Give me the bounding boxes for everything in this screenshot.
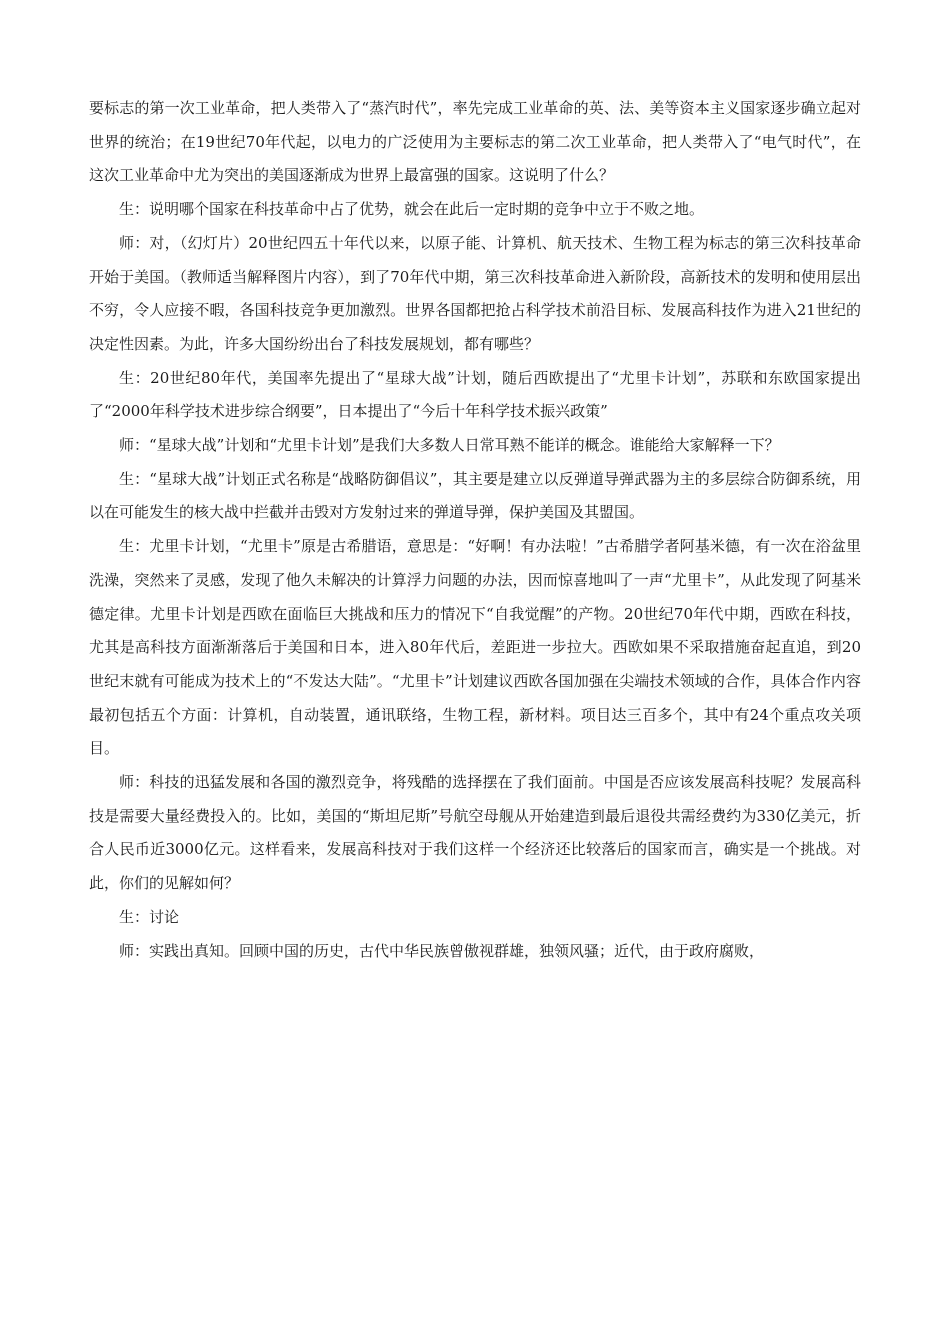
paragraph-student-plans: 生：20世纪80年代，美国率先提出了“星球大战”计划，随后西欧提出了“尤里卡计划”，苏联和东欧国家提出了“2000年科学技术进步综合纲要”，日本提出了“今后十年科学技术振兴政策”: [89, 368, 861, 421]
paragraph-student-eureka: 生：尤里卡计划，“尤里卡”原是古希腊语，意思是：“好啊！有办法啦！”古希腊学者阿基米德，有一次在浴盆里洗澡，突然来了灵感，发现了他久未解决的计算浮力问题的办法，因而惊喜地叫了一声“尤里卡”，从此发现了阿基米德定律。尤里卡计划是西欧在面临巨大挑战和压力的情况下“自我觉醒”的产物。20世纪70年代中期，西欧在科技，尤其是高科技方面渐渐落后于美国和日本，进入80年代后，差距进一步拉大。西欧如果不采取措施奋起直追，到20世纪末就有可能成为技术上的“不发达大陆”。“尤里卡”计划建议西欧各国加强在尖端技术领域的合作，具体合作内容最初包括五个方面：计算机，自动装置，通讯联络，生物工程，新材料。项目达三百多个，其中有24个重点攻关项目。: [89, 537, 861, 758]
paragraph-student-answer: 生：说明哪个国家在科技革命中占了优势，就会在此后一定时期的竞争中立于不败之地。: [119, 200, 705, 219]
document-page: [89, 92, 861, 968]
paragraph-student-star-wars: 生：“星球大战”计划正式名称是“战略防御倡议”，其主要是建立以反弹道导弹武器为主的多层综合防御系统，用以在可能发生的核大战中拦截并击毁对方发射过来的弹道导弹，保护美国及其盟国。: [89, 469, 861, 522]
paragraph-teacher-challenge: 师：科技的迅猛发展和各国的激烈竞争，将残酷的选择摆在了我们面前。中国是否应该发展高科技呢？发展高科技是需要大量经费投入的。比如，美国的“斯坦尼斯”号航空母舰从开始建造到最后退役共需经费约为330亿美元，折合人民币近3000亿元。这样看来，发展高科技对于我们这样一个经济还比较落后的国家而言，确实是一个挑战。对此，你们的见解如何？: [89, 773, 861, 893]
paragraph-continuation: 要标志的第一次工业革命，把人类带入了“蒸汽时代”，率先完成工业革命的英、法、美等资本主义国家逐步确立起对世界的统治；在19世纪70年代起，以电力的广泛使用为主要标志的第二次工业革命，把人类带入了“电气时代”，在这次工业革命中尤为突出的美国逐渐成为世界上最富强的国家。这说明了什么？: [89, 99, 861, 185]
paragraph-teacher-history: 师：实践出真知。回顾中国的历史，古代中华民族曾傲视群雄，独领风骚；近代，由于政府腐败，: [119, 941, 765, 960]
paragraph-teacher-third-revolution: 师：对，（幻灯片）20世纪四五十年代以来，以原子能、计算机、航天技术、生物工程为标志的第三次科技革命开始于美国。（教师适当解释图片内容），到了70年代中期，第三次科技革命进入新阶段，高新技术的发明和使用层出不穷，令人应接不暇，各国科技竞争更加激烈。世界各国都把抢占科学技术前沿目标、发展高科技作为进入21世纪的决定性因素。为此，许多大国纷纷出台了科技发展规划，都有哪些？: [89, 233, 861, 353]
paragraph-student-discussion: 生：讨论: [119, 907, 180, 926]
paragraph-teacher-question: 师：“星球大战”计划和“尤里卡计划”是我们大多数人日常耳熟不能详的概念。谁能给大家解释一下？: [119, 436, 780, 455]
